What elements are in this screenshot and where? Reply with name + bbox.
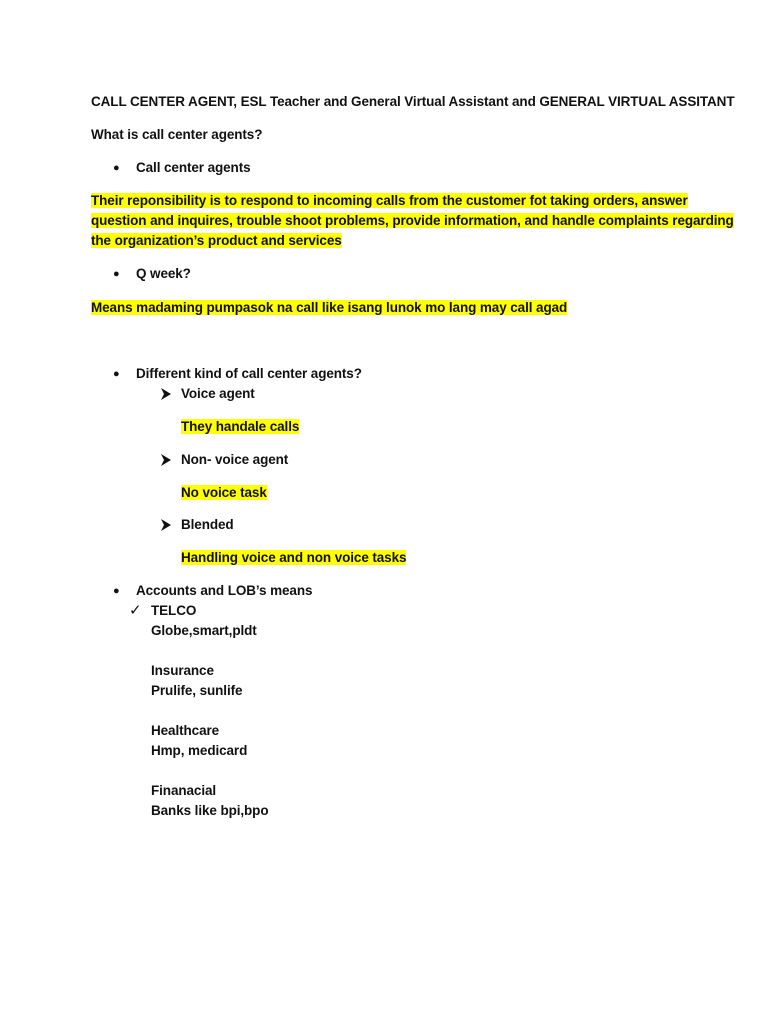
account-insurance: Insurance	[151, 663, 214, 678]
account-telco-examples: Globe,smart,pldt	[151, 623, 257, 638]
kind-blended: Blended	[181, 517, 234, 532]
answer-line-3: the organization’s product and services	[91, 233, 342, 248]
account-financial-examples: Banks like bpi,bpo	[151, 803, 269, 818]
bullet-accounts-lob: Accounts and LOB’s means	[136, 583, 313, 598]
question-heading: What is call center agents?	[91, 127, 263, 142]
bullet-dot-icon: ●	[113, 585, 120, 597]
bullet-different-kinds: Different kind of call center agents?	[136, 366, 362, 381]
document-title: CALL CENTER AGENT, ESL Teacher and General Virtual Assistant and GENERAL VIRTUAL ASSITANT	[91, 94, 735, 109]
kind-blended-desc: Handling voice and non voice tasks	[181, 550, 407, 565]
account-financial: Finanacial	[151, 783, 217, 798]
answer-line-1: Their reponsibility is to respond to incoming calls from the customer fot taking orders, answer	[91, 193, 688, 208]
account-telco: TELCO	[151, 603, 197, 618]
bullet-call-center-agents: Call center agents	[136, 160, 251, 175]
account-healthcare: Healthcare	[151, 723, 220, 738]
account-insurance-examples: Prulife, sunlife	[151, 683, 243, 698]
checkmark-icon: ✓	[129, 602, 142, 619]
arrowhead-bullet-icon	[159, 384, 173, 404]
arrowhead-bullet-icon	[159, 450, 173, 470]
kind-non-voice-agent-desc: No voice task	[181, 485, 267, 500]
answer-line-2: question and inquires, trouble shoot problems, provide information, and handle complaints regarding	[91, 213, 734, 228]
bullet-dot-icon: ●	[113, 162, 120, 174]
bullet-dot-icon: ●	[113, 368, 120, 380]
answer-q-week: Means madaming pumpasok na call like isang lunok mo lang may call agad	[91, 300, 568, 315]
kind-voice-agent-desc: They handale calls	[181, 419, 300, 434]
bullet-q-week: Q week?	[136, 266, 191, 281]
account-healthcare-examples: Hmp, medicard	[151, 743, 248, 758]
arrowhead-bullet-icon	[159, 515, 173, 535]
kind-non-voice-agent: Non- voice agent	[181, 452, 289, 467]
bullet-dot-icon: ●	[113, 268, 120, 280]
kind-voice-agent: Voice agent	[181, 386, 255, 401]
